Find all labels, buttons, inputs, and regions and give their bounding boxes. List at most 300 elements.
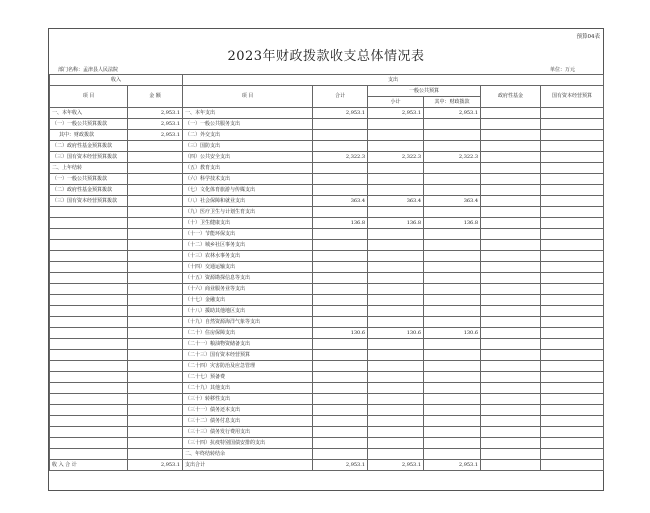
income-item: 二、上年结转	[50, 163, 128, 174]
income-amount	[128, 152, 183, 163]
expense-total	[313, 361, 368, 372]
income-amount: 2,953.1	[128, 119, 183, 130]
gov-fund-value	[481, 218, 541, 229]
expense-total	[313, 251, 368, 262]
table-row	[50, 196, 604, 207]
expense-total	[313, 130, 368, 141]
general-subtotal	[368, 130, 424, 141]
table-row	[50, 427, 604, 438]
state-capital-value	[541, 416, 604, 427]
general-fiscal	[424, 416, 481, 427]
income-amount	[128, 196, 183, 207]
expense-item: （九）医疗卫生与计划生育支出	[183, 207, 313, 218]
general-fiscal	[424, 284, 481, 295]
gov-fund-value	[481, 328, 541, 339]
general-subtotal	[368, 405, 424, 416]
expense-item: （二十九）其他支出	[183, 383, 313, 394]
gov-fund-value	[481, 141, 541, 152]
state-capital-value	[541, 394, 604, 405]
general-subtotal: 363.4	[368, 196, 424, 207]
general-subtotal	[368, 449, 424, 460]
income-item	[50, 416, 128, 427]
general-fiscal: 130.6	[424, 328, 481, 339]
general-fiscal	[424, 449, 481, 460]
income-item: 一、本年收入	[50, 108, 128, 119]
income-item	[50, 405, 128, 416]
gov-fund-value	[481, 229, 541, 240]
income-item	[50, 317, 128, 328]
income-amount	[128, 218, 183, 229]
state-capital-value	[541, 317, 604, 328]
general-fiscal	[424, 306, 481, 317]
income-amount	[128, 295, 183, 306]
general-subtotal: 2,953.1	[368, 108, 424, 119]
table-row	[50, 119, 604, 130]
income-item	[50, 427, 128, 438]
gov-fund-value	[481, 174, 541, 185]
table-row	[50, 152, 604, 163]
income-item: 其中：财政拨款	[50, 130, 128, 141]
state-capital-value	[541, 218, 604, 229]
gov-fund-header: 政府性基金	[481, 86, 541, 108]
income-amount: 2,953.1	[128, 108, 183, 119]
expense-item: （十六）商业服务业等支出	[183, 284, 313, 295]
income-amount: 2,953.1	[128, 130, 183, 141]
income-item	[50, 262, 128, 273]
income-amount	[128, 273, 183, 284]
table-row	[50, 372, 604, 383]
general-subtotal	[368, 361, 424, 372]
expense-total-label: 支出合计	[183, 460, 313, 471]
income-item	[50, 328, 128, 339]
state-capital-value	[541, 328, 604, 339]
table-row	[50, 339, 604, 350]
general-fiscal	[424, 130, 481, 141]
state-capital-value	[541, 449, 604, 460]
income-amount	[128, 163, 183, 174]
general-fiscal	[424, 251, 481, 262]
general-subtotal	[368, 427, 424, 438]
table-row	[50, 383, 604, 394]
expense-total	[313, 240, 368, 251]
expense-total	[313, 229, 368, 240]
general-fiscal	[424, 141, 481, 152]
state-capital-value	[541, 306, 604, 317]
total-header: 合计	[313, 86, 368, 108]
income-amount	[128, 306, 183, 317]
expense-total	[313, 383, 368, 394]
general-fiscal	[424, 185, 481, 196]
income-amount	[128, 405, 183, 416]
expense-total: 363.4	[313, 196, 368, 207]
expense-item: （二十七）预备费	[183, 372, 313, 383]
state-capital-value	[541, 427, 604, 438]
income-amount	[128, 438, 183, 449]
general-fiscal	[424, 339, 481, 350]
income-amount	[128, 383, 183, 394]
general-fiscal	[424, 350, 481, 361]
gov-fund-value	[481, 438, 541, 449]
income-amount	[128, 427, 183, 438]
expense-item: （三十一）债务还本支出	[183, 405, 313, 416]
income-amount	[128, 416, 183, 427]
general-fiscal	[424, 273, 481, 284]
expense-item: （十七）金融支出	[183, 295, 313, 306]
state-capital-value	[541, 185, 604, 196]
table-row	[50, 185, 604, 196]
expense-item: （三）国防支出	[183, 141, 313, 152]
income-item: （三）国有资本经营预算拨款	[50, 196, 128, 207]
expense-total: 136.8	[313, 218, 368, 229]
expense-item: （二十一）粮油物资储备支出	[183, 339, 313, 350]
general-fiscal	[424, 361, 481, 372]
general-subtotal	[368, 284, 424, 295]
general-subtotal	[368, 350, 424, 361]
expense-total	[313, 174, 368, 185]
state-capital-value	[541, 119, 604, 130]
general-fiscal	[424, 174, 481, 185]
expense-item: （四）公共安全支出	[183, 152, 313, 163]
general-subtotal	[368, 240, 424, 251]
gov-fund-value	[481, 317, 541, 328]
gov-fund-value	[481, 350, 541, 361]
income-amount	[128, 361, 183, 372]
state-capital-value	[541, 350, 604, 361]
income-amount	[128, 185, 183, 196]
general-fiscal	[424, 295, 481, 306]
gov-fund-value	[481, 427, 541, 438]
report-page	[48, 28, 604, 491]
state-capital-value	[541, 207, 604, 218]
table-row	[50, 207, 604, 218]
gov-fund-value	[481, 383, 541, 394]
income-item	[50, 240, 128, 251]
general-fiscal	[424, 394, 481, 405]
general-subtotal	[368, 163, 424, 174]
table-row	[50, 295, 604, 306]
income-amount	[128, 207, 183, 218]
state-capital-value	[541, 229, 604, 240]
expense-total	[313, 427, 368, 438]
income-amount	[128, 317, 183, 328]
gov-fund-value	[481, 108, 541, 119]
expense-item: （十二）城乡社区事务支出	[183, 240, 313, 251]
expense-total	[313, 372, 368, 383]
table-row	[50, 317, 604, 328]
state-capital-value	[541, 262, 604, 273]
expense-total	[313, 350, 368, 361]
income-item: （二）政府性基金预算拨款	[50, 185, 128, 196]
table-row	[50, 449, 604, 460]
income-item: （二）政府性基金预算拨款	[50, 141, 128, 152]
gov-fund-value	[481, 405, 541, 416]
expense-item: （三十四）抗疫特别国债安排的支出	[183, 438, 313, 449]
gov-fund-value	[481, 207, 541, 218]
general-subtotal	[368, 251, 424, 262]
department-name: 孟津县人民法院	[83, 67, 119, 73]
state-capital-value	[541, 196, 604, 207]
department-label: 部门名称：	[58, 67, 84, 73]
expense-total: 2,322.3	[313, 152, 368, 163]
table-row	[50, 306, 604, 317]
table-row	[50, 361, 604, 372]
gov-fund-value	[481, 119, 541, 130]
expense-item: （二十三）国有资本经营预算	[183, 350, 313, 361]
expense-total	[313, 306, 368, 317]
general-subtotal	[368, 317, 424, 328]
general-subtotal	[368, 273, 424, 284]
expense-total	[313, 141, 368, 152]
income-item: （三）国有资本经营预算拨款	[50, 152, 128, 163]
income-amount	[128, 339, 183, 350]
income-item	[50, 229, 128, 240]
general-budget-header: 一般公共预算	[368, 86, 481, 97]
income-total-label: 收 入 合 计	[50, 460, 128, 471]
expense-header: 支出	[183, 75, 604, 86]
expense-item: 二、年终结转结余	[183, 449, 313, 460]
income-item	[50, 350, 128, 361]
general-fiscal	[424, 229, 481, 240]
expense-item: （三十）转移性支出	[183, 394, 313, 405]
income-item	[50, 218, 128, 229]
general-subtotal: 2,322.3	[368, 152, 424, 163]
income-item	[50, 284, 128, 295]
state-capital-value	[541, 438, 604, 449]
expense-total	[313, 284, 368, 295]
expense-total	[313, 317, 368, 328]
general-subtotal	[368, 295, 424, 306]
state-capital-value	[541, 372, 604, 383]
income-amount-header: 金 额	[128, 86, 183, 108]
unit-label: 单位：万元	[549, 67, 575, 73]
general-fiscal	[424, 438, 481, 449]
table-row	[50, 416, 604, 427]
expense-item: （三十三）债务发行费用支出	[183, 427, 313, 438]
general-fiscal	[424, 262, 481, 273]
general-fiscal	[424, 317, 481, 328]
expense-item: （十四）交通运输支出	[183, 262, 313, 273]
expense-total	[313, 394, 368, 405]
general-fiscal	[424, 119, 481, 130]
gov-fund-value	[481, 196, 541, 207]
expense-total: 130.6	[313, 328, 368, 339]
table-row	[50, 130, 604, 141]
totals-row	[50, 460, 604, 471]
general-fiscal	[424, 240, 481, 251]
general-subtotal	[368, 394, 424, 405]
gov-fund-value	[481, 339, 541, 350]
income-item	[50, 449, 128, 460]
expense-item: （六）科学技术支出	[183, 174, 313, 185]
budget-table	[49, 74, 604, 471]
income-amount	[128, 174, 183, 185]
table-row	[50, 229, 604, 240]
gov-fund-value	[481, 449, 541, 460]
income-item	[50, 438, 128, 449]
expense-item: （十）卫生健康支出	[183, 218, 313, 229]
state-capital-value	[541, 251, 604, 262]
income-item	[50, 361, 128, 372]
gov-fund-value	[481, 361, 541, 372]
expense-total-amount: 2,953.1	[313, 460, 368, 471]
expense-total	[313, 405, 368, 416]
gov-fund-value	[481, 394, 541, 405]
state-capital-value	[541, 240, 604, 251]
state-capital-value	[541, 174, 604, 185]
expense-item: （十三）农林水事务支出	[183, 251, 313, 262]
table-row	[50, 394, 604, 405]
gov-fund-value	[481, 240, 541, 251]
general-fiscal: 2,322.3	[424, 152, 481, 163]
table-row	[50, 141, 604, 152]
income-item: （一）一般公共预算拨款	[50, 174, 128, 185]
header-row-2	[50, 86, 604, 97]
income-amount	[128, 328, 183, 339]
expense-item: （十九）自然资源海洋气象等支出	[183, 317, 313, 328]
general-fiscal	[424, 427, 481, 438]
expense-item: （五）教育支出	[183, 163, 313, 174]
general-subtotal	[368, 306, 424, 317]
state-capital-value	[541, 141, 604, 152]
income-amount	[128, 284, 183, 295]
expense-total	[313, 207, 368, 218]
income-amount	[128, 372, 183, 383]
general-subtotal	[368, 141, 424, 152]
general-subtotal	[368, 207, 424, 218]
general-subtotal	[368, 174, 424, 185]
income-amount	[128, 229, 183, 240]
gov-fund-value	[481, 416, 541, 427]
income-amount	[128, 449, 183, 460]
table-row	[50, 328, 604, 339]
general-subtotal-total: 2,953.1	[368, 460, 424, 471]
general-fiscal	[424, 163, 481, 174]
income-item	[50, 394, 128, 405]
state-capital-value	[541, 361, 604, 372]
income-amount	[128, 350, 183, 361]
income-amount	[128, 262, 183, 273]
gov-fund-value	[481, 163, 541, 174]
expense-item: 一、本年支出	[183, 108, 313, 119]
gov-fund-value	[481, 372, 541, 383]
state-capital-value	[541, 405, 604, 416]
general-fiscal: 136.8	[424, 218, 481, 229]
general-subtotal: 136.8	[368, 218, 424, 229]
table-row	[50, 405, 604, 416]
general-fiscal	[424, 383, 481, 394]
table-row	[50, 163, 604, 174]
expense-total	[313, 163, 368, 174]
expense-item: （三十二）债务付息支出	[183, 416, 313, 427]
income-item	[50, 383, 128, 394]
table-row	[50, 350, 604, 361]
expense-total	[313, 185, 368, 196]
income-amount	[128, 240, 183, 251]
table-row	[50, 240, 604, 251]
expense-item: （八）社会保障和就业支出	[183, 196, 313, 207]
table-row	[50, 262, 604, 273]
table-row	[50, 174, 604, 185]
state-capital-header: 国有资本经营预算	[541, 86, 604, 108]
expense-item-header: 项 目	[183, 86, 313, 108]
state-capital-value	[541, 284, 604, 295]
general-subtotal	[368, 339, 424, 350]
general-fiscal	[424, 372, 481, 383]
report-title: 2023年财政拨款收支总体情况表	[227, 49, 425, 64]
income-item	[50, 339, 128, 350]
state-capital-value	[541, 339, 604, 350]
expense-total	[313, 438, 368, 449]
state-capital-total	[541, 460, 604, 471]
expense-item: （一）一般公共服务支出	[183, 119, 313, 130]
expense-total: 2,953.1	[313, 108, 368, 119]
general-subtotal: 130.6	[368, 328, 424, 339]
table-row	[50, 251, 604, 262]
expense-total	[313, 449, 368, 460]
general-subtotal	[368, 262, 424, 273]
state-capital-value	[541, 108, 604, 119]
gov-fund-value	[481, 185, 541, 196]
expense-total	[313, 119, 368, 130]
state-capital-value	[541, 163, 604, 174]
gov-fund-value	[481, 130, 541, 141]
state-capital-value	[541, 273, 604, 284]
subtotal-header: 小计	[368, 97, 424, 108]
gov-fund-value	[481, 273, 541, 284]
fiscal-header: 其中：财政拨款	[424, 97, 481, 108]
gov-fund-value	[481, 262, 541, 273]
gov-fund-value	[481, 284, 541, 295]
expense-total	[313, 339, 368, 350]
gov-fund-value	[481, 306, 541, 317]
department-line	[58, 66, 118, 73]
gov-fund-value	[481, 295, 541, 306]
income-item	[50, 251, 128, 262]
expense-item: （二十）住房保障支出	[183, 328, 313, 339]
expense-total	[313, 273, 368, 284]
gov-fund-value	[481, 152, 541, 163]
general-subtotal	[368, 229, 424, 240]
income-total-amount: 2,953.1	[128, 460, 183, 471]
income-item	[50, 207, 128, 218]
state-capital-value	[541, 130, 604, 141]
table-row	[50, 218, 604, 229]
expense-total	[313, 295, 368, 306]
expense-item: （十一）节能环保支出	[183, 229, 313, 240]
table-row	[50, 108, 604, 119]
general-fiscal	[424, 405, 481, 416]
state-capital-value	[541, 295, 604, 306]
general-subtotal	[368, 119, 424, 130]
income-item	[50, 295, 128, 306]
table-row	[50, 284, 604, 295]
general-subtotal	[368, 372, 424, 383]
general-fiscal: 2,953.1	[424, 108, 481, 119]
general-fiscal-total: 2,953.1	[424, 460, 481, 471]
general-subtotal	[368, 438, 424, 449]
form-code: 预算04表	[576, 34, 600, 40]
general-subtotal	[368, 383, 424, 394]
income-item-header: 项 目	[50, 86, 128, 108]
expense-item: （二）外交支出	[183, 130, 313, 141]
income-amount	[128, 141, 183, 152]
gov-fund-value	[481, 251, 541, 262]
income-header: 收入	[50, 75, 183, 86]
expense-item: （十八）援助其他地区支出	[183, 306, 313, 317]
general-fiscal: 363.4	[424, 196, 481, 207]
income-amount	[128, 394, 183, 405]
income-item: （一）一般公共预算拨款	[50, 119, 128, 130]
